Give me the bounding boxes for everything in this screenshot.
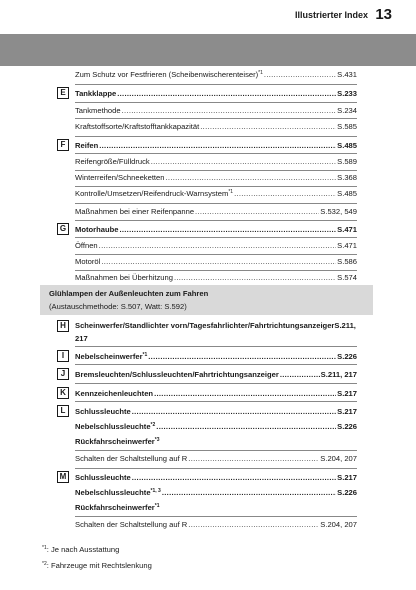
index-entry: Maßnahmen bei Überhitzung ..... S.574	[75, 273, 357, 282]
section-title: Glühlampen der Außenleuchten zum Fahren	[49, 289, 209, 298]
index-entry: Reifengröße/Fülldruck ..... S.589	[75, 157, 357, 166]
divider	[75, 254, 357, 255]
letter-marker-j: J	[57, 368, 69, 380]
divider	[75, 364, 357, 365]
divider	[75, 270, 357, 271]
divider	[75, 220, 357, 221]
index-entry-schlussleuchte: Schlussleuchte ..... S.217	[75, 407, 357, 416]
index-entry-nebelschlussleuchte: Nebelschlussleuchte$^{*2}$ ..... S.226	[75, 422, 357, 431]
index-entry: Kraftstoffsorte/Kraftstofftankkapazität ..... S.585	[75, 122, 357, 131]
letter-marker-h: H	[57, 320, 69, 332]
section-header	[40, 285, 373, 315]
index-entry: Tankmethode ..... S.234	[75, 106, 357, 115]
footnote: $^{*1}$: Je nach Ausstattung	[42, 545, 120, 554]
entry-page: S.431	[337, 70, 357, 79]
index-entry-nebelscheinwerfer: Nebelscheinwerfer$^{*1}$ ..... S.226	[75, 352, 357, 361]
index-entry: Kontrolle/Umsetzen/Reifendruck-Warnsystem$^{*1}$ ..... S.485	[75, 189, 357, 198]
letter-marker-f: F	[57, 139, 69, 151]
divider	[75, 186, 357, 187]
divider	[75, 203, 357, 204]
letter-marker-e: E	[57, 87, 69, 99]
page-header	[0, 0, 416, 28]
index-entry-reifen: Reifen ..... S.485	[75, 141, 357, 150]
header-band	[0, 34, 416, 66]
page-number: 13	[375, 6, 392, 23]
section-subtitle: (Austauschmethode: S.507, Watt: S.592)	[49, 302, 187, 311]
divider	[75, 136, 357, 137]
index-entry-nebelschlussleuchte: Nebelschlussleuchte$^{*1, 3}$ ..... S.226	[75, 488, 357, 497]
divider	[75, 237, 357, 238]
divider	[75, 346, 357, 347]
footnote: $^{*2}$: Fahrzeuge mit Rechtslenkung	[42, 561, 152, 570]
index-entry: Motoröl ..... S.586	[75, 257, 357, 266]
divider	[75, 102, 357, 103]
divider	[75, 468, 357, 469]
divider	[75, 170, 357, 171]
divider	[75, 450, 357, 451]
index-entry: Maßnahmen bei einer Reifenpanne ..... S.532, 549	[75, 207, 357, 216]
divider	[75, 153, 357, 154]
divider	[75, 401, 357, 402]
index-entry-motorhaube: Motorhaube ..... S.471	[75, 225, 357, 234]
index-entry: Schalten der Schaltstellung auf R ..... S.204, 207	[75, 454, 357, 463]
index-entry-scheinwerfer: Scheinwerfer/Standlichter vorn/Tagesfahrlichter/FahrtrichtungsanzeigerS.211, 217	[75, 321, 356, 343]
letter-marker-g: G	[57, 223, 69, 235]
index-entry: Öffnen ..... S.471	[75, 241, 357, 250]
index-entry: Winterreifen/Schneeketten ..... S.368	[75, 173, 357, 182]
index-entry-schlussleuchte: Schlussleuchte ..... S.217	[75, 473, 357, 482]
entry-label: Zum Schutz vor Festfrieren (Scheibenwischerenteiser)	[75, 70, 259, 79]
letter-marker-m: M	[57, 471, 69, 483]
divider	[75, 84, 357, 85]
index-entry-rueckfahrscheinwerfer: Rückfahrscheinwerfer$^{*3}$	[75, 437, 160, 446]
divider	[75, 118, 357, 119]
letter-marker-i: I	[57, 350, 69, 362]
index-entry-bremsleuchten: Bremsleuchten/Schlussleuchten/Fahrtrichtungsanzeiger ..... S.211, 217	[75, 370, 357, 379]
index-entry: Schalten der Schaltstellung auf R ..... S.204, 207	[75, 520, 357, 529]
divider	[75, 516, 357, 517]
index-entry-frost: Zum Schutz vor Festfrieren (Scheibenwischerenteiser)$^{*1}$ ..... S.431	[75, 70, 357, 79]
header-title: Illustrierter Index	[294, 10, 368, 20]
index-entry-rueckfahrscheinwerfer: Rückfahrscheinwerfer$^{*1}$	[75, 503, 160, 512]
index-entry-tankklappe: Tankklappe ..... S.233	[75, 89, 357, 98]
letter-marker-l: L	[57, 405, 69, 417]
divider	[75, 383, 357, 384]
letter-marker-k: K	[57, 387, 69, 399]
index-entry-kennzeichenleuchten: Kennzeichenleuchten ..... S.217	[75, 389, 357, 398]
